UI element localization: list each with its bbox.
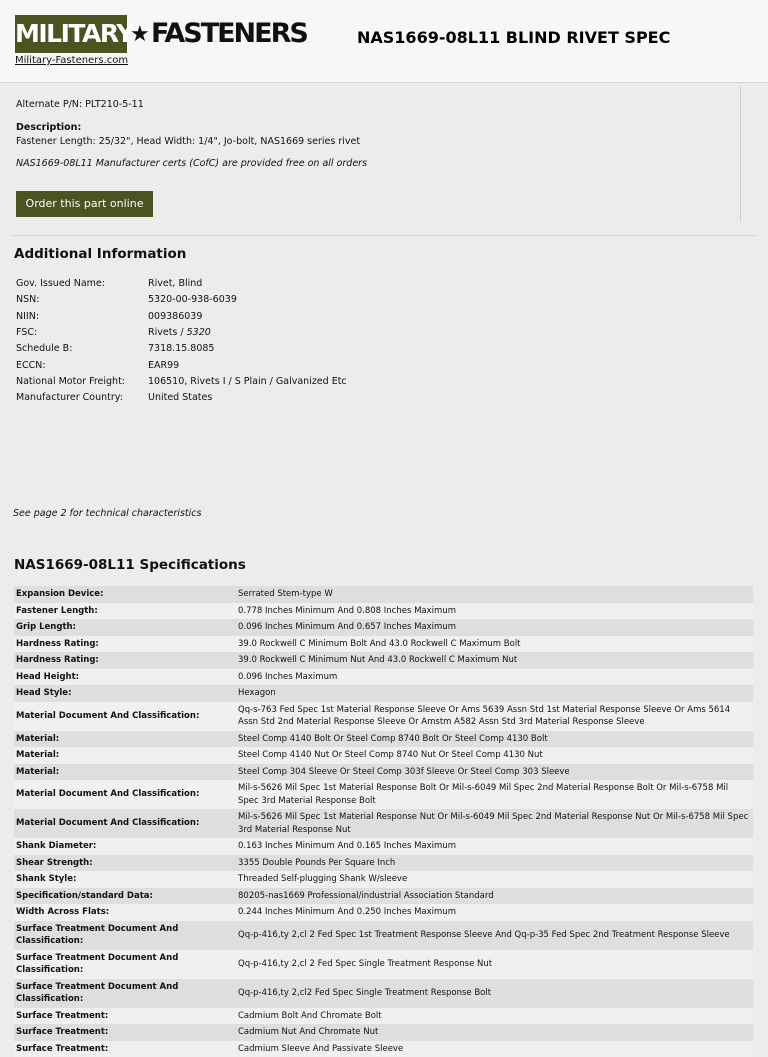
info-value-text: 5320-00-938-6039: [148, 294, 237, 305]
spec-row: [14, 731, 753, 748]
spec-row: [14, 586, 753, 603]
spec-value: 80205-nas1669 Professional/industrial Association Standard: [236, 888, 753, 905]
spec-row: [14, 904, 753, 921]
spec-key: Material:: [14, 747, 236, 764]
spec-key: Expansion Device:: [14, 586, 236, 603]
info-key: NIIN:: [16, 311, 39, 322]
spec-key: Shear Strength:: [14, 855, 236, 872]
description-label: Description:: [16, 122, 81, 133]
info-value: [148, 294, 237, 305]
spec-row: [14, 1024, 753, 1041]
page-title: NAS1669-08L11 BLIND RIVET SPEC: [357, 28, 670, 47]
info-value: [148, 327, 211, 338]
spec-key: Surface Treatment Document And Classification:: [14, 921, 236, 950]
info-key: ECCN:: [16, 360, 46, 371]
spec-key: Hardness Rating:: [14, 652, 236, 669]
spec-value: 0.244 Inches Minimum And 0.250 Inches Maximum: [236, 904, 753, 921]
info-value: [148, 376, 347, 387]
spec-value: 0.778 Inches Minimum And 0.808 Inches Maximum: [236, 603, 753, 620]
spec-key: Surface Treatment Document And Classification:: [14, 979, 236, 1008]
spec-row: [14, 685, 753, 702]
spec-key: Surface Treatment Document And Classification:: [14, 950, 236, 979]
spec-row: [14, 636, 753, 653]
logo-fasteners[interactable]: FASTENERS: [151, 16, 307, 52]
spec-value: Steel Comp 304 Sleeve Or Steel Comp 303f Sleeve Or Steel Comp 303 Sleeve: [236, 764, 753, 781]
spec-key: Grip Length:: [14, 619, 236, 636]
spec-row: [14, 979, 753, 1008]
spec-row: [14, 1008, 753, 1025]
spec-row: [14, 888, 753, 905]
info-key: National Motor Freight:: [16, 376, 125, 387]
spec-value: Mil-s-5626 Mil Spec 1st Material Response Nut Or Mil-s-6049 Mil Spec 2nd Material Response Nut Or Mil-s-6758 Mil Spec 3rd Material Response Nut: [236, 809, 753, 838]
spec-value: Qq-p-416,ty 2,cl 2 Fed Spec 1st Treatment Response Sleeve And Qq-p-35 Fed Spec 2nd Treatment Response Sleeve: [236, 921, 753, 950]
spec-row: [14, 921, 753, 950]
info-value-italic: 5320: [187, 327, 211, 338]
info-key: Manufacturer Country:: [16, 392, 123, 403]
info-row: [16, 311, 516, 325]
specs-title: NAS1669-08L11 Specifications: [14, 557, 246, 573]
spec-row: [14, 855, 753, 872]
spec-key: Material:: [14, 764, 236, 781]
info-row: [16, 392, 516, 406]
spec-value: 0.096 Inches Maximum: [236, 669, 753, 686]
spec-value: 0.096 Inches Minimum And 0.657 Inches Maximum: [236, 619, 753, 636]
order-online-button[interactable]: Order this part online: [16, 191, 153, 217]
spec-row: [14, 603, 753, 620]
info-value: [148, 343, 214, 354]
logo-military[interactable]: MILITARY: [15, 15, 127, 53]
spec-row: [14, 669, 753, 686]
site-header: [0, 0, 768, 83]
spec-value: Mil-s-5626 Mil Spec 1st Material Response Bolt Or Mil-s-6049 Mil Spec 2nd Material Response Bolt Or Mil-s-6758 Mil Spec 3rd Material Response Bolt: [236, 780, 753, 809]
info-value-text: Rivets /: [148, 327, 187, 338]
info-row: [16, 278, 516, 292]
spec-value: 0.163 Inches Minimum And 0.165 Inches Maximum: [236, 838, 753, 855]
spec-key: Surface Treatment:: [14, 1008, 236, 1025]
spec-row: [14, 619, 753, 636]
spec-value: Serrated Stem-type W: [236, 586, 753, 603]
spec-value: Qq-s-763 Fed Spec 1st Material Response Sleeve Or Ams 5639 Assn Std 1st Material Response Sleeve Or Ams 5614 Assn Std 2nd Material Response Sleeve Or Amstm A582 Assn Std 3rd Material Response Sleeve: [236, 702, 753, 731]
info-row: [16, 294, 516, 308]
spec-key: Width Across Flats:: [14, 904, 236, 921]
spec-value: Cadmium Sleeve And Passivate Sleeve: [236, 1041, 753, 1057]
info-value-text: United States: [148, 392, 212, 403]
certs-note: NAS1669-08L11 Manufacturer certs (CofC) are provided free on all orders: [16, 158, 367, 169]
spec-row: [14, 747, 753, 764]
spec-row: [14, 652, 753, 669]
spec-value: Steel Comp 4140 Nut Or Steel Comp 8740 Nut Or Steel Comp 4130 Nut: [236, 747, 753, 764]
spec-value: 39.0 Rockwell C Minimum Bolt And 43.0 Rockwell C Maximum Bolt: [236, 636, 753, 653]
spec-row: [14, 764, 753, 781]
spec-value: Cadmium Nut And Chromate Nut: [236, 1024, 753, 1041]
info-value-text: Rivet, Blind: [148, 278, 202, 289]
info-row: [16, 327, 516, 341]
info-row: [16, 343, 516, 357]
spec-key: Hardness Rating:: [14, 636, 236, 653]
info-value-text: 009386039: [148, 311, 202, 322]
description-text: Fastener Length: 25/32", Head Width: 1/4", Jo-bolt, NAS1669 series rivet: [16, 136, 360, 147]
info-row: [16, 360, 516, 374]
info-value-text: 7318.15.8085: [148, 343, 214, 354]
spec-value: Qq-p-416,ty 2,cl 2 Fed Spec Single Treatment Response Nut: [236, 950, 753, 979]
additional-info-title: Additional Information: [14, 246, 186, 262]
vertical-divider: [740, 86, 741, 222]
spec-key: Material:: [14, 731, 236, 748]
spec-value: Hexagon: [236, 685, 753, 702]
spec-value: Threaded Self-plugging Shank W/sleeve: [236, 871, 753, 888]
info-value: [148, 360, 179, 371]
spec-row: [14, 838, 753, 855]
page-note: See page 2 for technical characteristics: [13, 508, 201, 519]
spec-key: Head Height:: [14, 669, 236, 686]
info-value: [148, 392, 212, 403]
spec-value: Qq-p-416,ty 2,cl2 Fed Spec Single Treatment Response Bolt: [236, 979, 753, 1008]
info-row: [16, 376, 516, 390]
spec-key: Material Document And Classification:: [14, 702, 236, 731]
info-key: Gov. Issued Name:: [16, 278, 105, 289]
spec-row: [14, 950, 753, 979]
spec-value: Cadmium Bolt And Chromate Bolt: [236, 1008, 753, 1025]
info-value-text: 106510, Rivets I / S Plain / Galvanized Etc: [148, 376, 347, 387]
spec-key: Shank Style:: [14, 871, 236, 888]
logo-star-icon: ★: [130, 20, 150, 50]
spec-key: Surface Treatment:: [14, 1024, 236, 1041]
site-url-link[interactable]: Military-Fasteners.com: [15, 55, 128, 66]
spec-value: 39.0 Rockwell C Minimum Nut And 43.0 Rockwell C Maximum Nut: [236, 652, 753, 669]
spec-row: [14, 702, 753, 731]
specs-table: [14, 586, 753, 1057]
spec-key: Surface Treatment:: [14, 1041, 236, 1057]
spec-row: [14, 809, 753, 838]
spec-row: [14, 1041, 753, 1057]
info-key: FSC:: [16, 327, 37, 338]
info-key: NSN:: [16, 294, 39, 305]
horizontal-divider: [13, 235, 755, 236]
spec-key: Fastener Length:: [14, 603, 236, 620]
info-key: Schedule B:: [16, 343, 72, 354]
info-value: [148, 311, 202, 322]
spec-row: [14, 871, 753, 888]
spec-row: [14, 780, 753, 809]
alternate-pn: Alternate P/N: PLT210-5-11: [16, 99, 144, 110]
info-value: [148, 278, 202, 289]
info-value-text: EAR99: [148, 360, 179, 371]
spec-key: Material Document And Classification:: [14, 809, 236, 838]
spec-key: Specification/standard Data:: [14, 888, 236, 905]
spec-key: Shank Diameter:: [14, 838, 236, 855]
spec-value: Steel Comp 4140 Bolt Or Steel Comp 8740 Bolt Or Steel Comp 4130 Bolt: [236, 731, 753, 748]
spec-key: Head Style:: [14, 685, 236, 702]
spec-key: Material Document And Classification:: [14, 780, 236, 809]
spec-value: 3355 Double Pounds Per Square Inch: [236, 855, 753, 872]
